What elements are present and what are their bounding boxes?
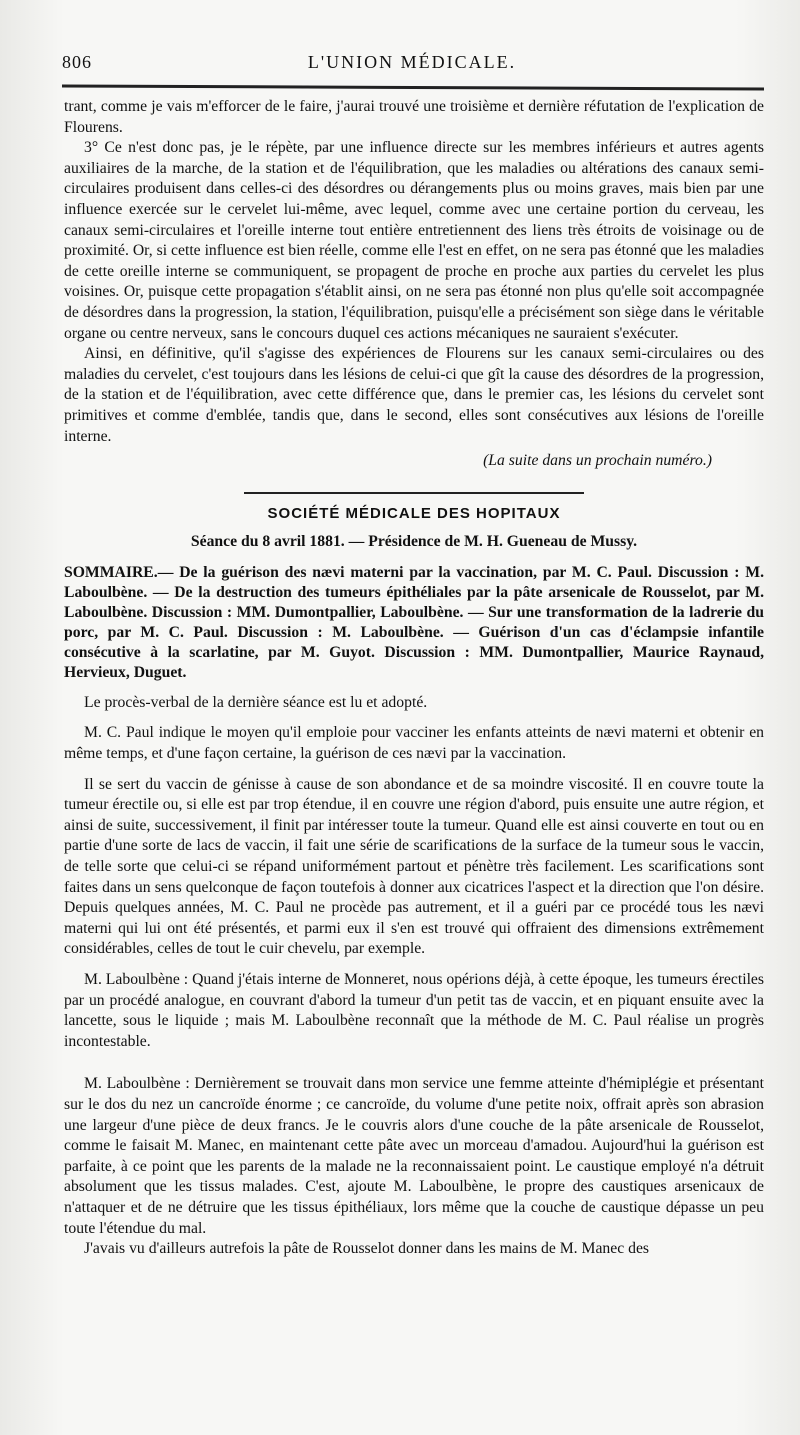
header-rule	[62, 84, 764, 90]
paragraph: 3° Ce n'est donc pas, je le répète, par une influence directe sur les membres inférieurs et autres agents auxiliaires de la marche, de la station et de l'équilibration, que les maladies ou altérations des canaux semi-circulaires produisent dans celles-ci des désordres ou dérangements plus ou moins graves, mais bien par une influence exercée sur le cervelet lui-même, avec lequel, comme avec une certaine portion du cerveau, les canaux semi-circulaires et l'oreille interne tout entière entretiennent des liens très étroits de voisinage ou de proximité. Or, si cette influence est bien réelle, comme elle l'est en effet, on ne sera pas étonné que les maladies de cette oreille interne se communiquent, se propagent de proche en proche aux parties du cervelet les plus voisines. Or, puisque cette propagation s'établit ainsi, on ne sera pas étonné non plus qu'elle soit accompagnée de désordres dans la progression, la station, l'équilibration, puisqu'elle a précisément son siège dans le véritable organe ou centre nerveux, sans le concours duquel ces actions mécaniques ne sauraient s'exécuter.	[64, 139, 764, 342]
paragraph: Le procès-verbal de la dernière séance est lu et adopté.	[84, 693, 428, 711]
paragraph: M. Laboulbène : Quand j'étais interne de Monneret, nous opérions déjà, à cette époque, les tumeurs érectiles par un procédé analogue, en couvrant d'abord la tumeur d'un petit tas de vaccin, et en piquant ensuite avec la lancette, sous le liquide ; mais M. Laboulbène reconnaît que la méthode de M. C. Paul réalise un progrès incontestable.	[64, 971, 764, 1050]
paragraph: trant, comme je vais m'efforcer de le faire, j'aurai trouvé une troisième et dernière réfutation de l'explication de Flourens.	[64, 98, 764, 136]
spacer	[64, 765, 764, 775]
page-number: 806	[62, 52, 92, 72]
section-title: SOCIÉTÉ MÉDICALE DES HOPITAUX	[267, 504, 561, 522]
spacer	[64, 1052, 764, 1074]
paragraph: Il se sert du vaccin de génisse à cause de son abondance et de sa moindre viscosité. Il en couvre toute la tumeur érectile ou, si elle est par trop étendue, il en couvre une région d'abord, puis ensuite une autre région, et ainsi de suite, successivement, il finit par intéresser toute la tumeur. Quand elle est ainsi couverte en tout ou en partie d'une sorte de lacs de vaccin, il fait une série de scarifications de la surface de la tumeur sous le vaccin, de telle sorte que celui-ci se répand uniformément partout et pénètre très facilement. Les scarifications sont faites dans un sens quelconque de façon toutefois à donner aux cicatrices l'aspect et la direction que l'on désire. Depuis quelques années, M. C. Paul ne procède pas autrement, et il a guéri par ce procédé tous les nævi materni qui lui ont été présentés, et parmi eux il s'en est trouvé qui offraient des dimensions extrêmement considérables, celles de tout le cuir chevelu, par exemple.	[64, 775, 764, 958]
paragraph: Ainsi, en définitive, qu'il s'agisse des expériences de Flourens sur les canaux semi-circulaires ou des maladies du cervelet, c'est toujours dans les lésions de celui-ci que gît la cause des désordres de la progression, de la station et de l'équilibration, avec cette différence que, dans le premier cas, les lésions du cervelet sont primitives et comme d'emblée, tandis que, dans le second, elles sont consécutives aux lésions de l'oreille interne.	[64, 345, 764, 445]
spacer	[64, 960, 764, 970]
summary: SOMMAIRE.— De la guérison des nævi materni par la vaccination, par M. C. Paul. Discussion : M. Laboulbène. — De la destruction des tumeurs épithéliales par la pâte arsenicale de Rousselot, par M. Laboulbène. Discussion : MM. Dumontpallier, Laboulbène. — Sur une transformation de la ladrerie du porc, par M. C. Paul. Discussion : M. Laboulbène. — Guérison d'un cas d'éclampsie infantile consécutive à la scarlatine, par M. Guyot. Discussion : MM. Dumontpallier, Maurice Raynaud, Hervieux, Duguet.	[64, 563, 764, 681]
continuation-note: (La suite dans un prochain numéro.)	[483, 452, 712, 470]
journal-title: L'UNION MÉDICALE.	[307, 52, 517, 72]
article-body	[64, 97, 764, 1260]
session-line: Séance du 8 avril 1881. — Présidence de M. H. Gueneau de Mussy.	[190, 533, 638, 551]
section-separator	[244, 492, 584, 494]
paragraph: J'avais vu d'ailleurs autrefois la pâte de Rousselot donner dans les mains de M. Manec des	[84, 1240, 650, 1258]
running-header	[62, 52, 762, 82]
paragraph: M. Laboulbène : Dernièrement se trouvait dans mon service une femme atteinte d'hémiplégie et présentant sur le dos du nez un cancroïde énorme ; ce cancroïde, du volume d'une petite noix, offrait après son abrasion une largeur d'une pièce de deux francs. Je le couvris alors d'une couche de la pâte arsenicale de Rousselot, comme le faisait M. Manec, en maintenant cette pâte avec un morceau d'amadou. Aujourd'hui la guérison est parfaite, à ce point que les parents de la malade ne la reconnaissaient point. Le caustique employé n'a détruit absolument que les tissus malades. C'est, ajoute M. Laboulbène, le propre des caustiques arsenicaux de n'attaquer et de ne détruire que les tissus épithéliaux, lors même que la couche de caustique dépasse un peu toute l'étendue du mal.	[64, 1075, 764, 1237]
spacer	[64, 713, 764, 723]
paragraph: M. C. Paul indique le moyen qu'il emploie pour vacciner les enfants atteints de nævi materni et obtenir en même temps, et d'une façon certaine, la guérison de ces nævi par la vaccination.	[64, 724, 764, 763]
